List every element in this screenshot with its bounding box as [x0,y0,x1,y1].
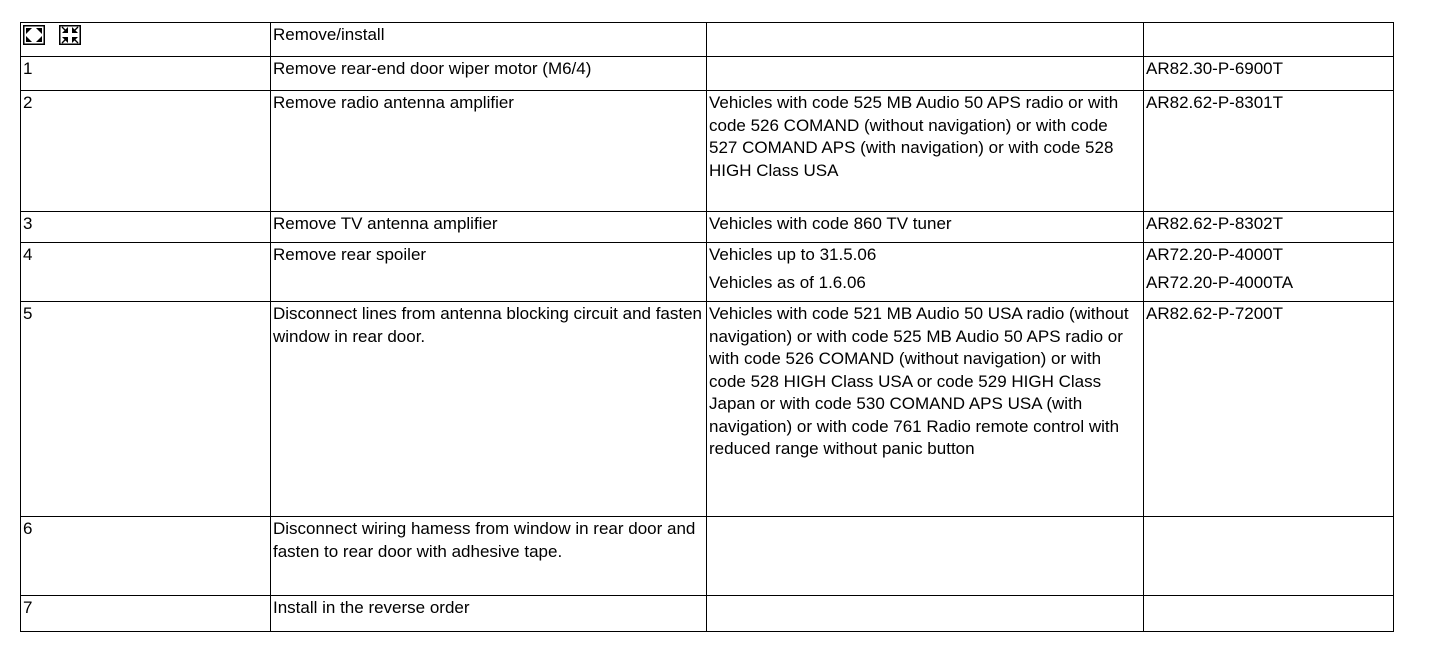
remove-install-table [20,22,1394,632]
procedure-sheet [20,22,1393,632]
header-empty-cell [1144,23,1394,57]
table-header-row [21,23,1394,57]
step-number: 5 [21,302,271,517]
step-note [707,517,1144,596]
header-empty-cell [707,23,1144,57]
step-action: Remove radio antenna amplifier [271,91,707,212]
table-row [21,91,1394,212]
expand-arrows-icon[interactable] [23,25,45,45]
step-note: Vehicles with code 525 MB Audio 50 APS radio or with code 526 COMAND (without navigation) or with code 527 COMAND APS (with navigation) or with code 528 HIGH Class USA [707,91,1144,212]
header-icons-cell [21,23,271,57]
step-number: 3 [21,212,271,243]
step-number: 1 [21,57,271,91]
step-reference-link[interactable]: AR72.20-P-4000T [1146,245,1284,264]
step-note: Vehicles up to 31.5.06 [709,245,877,264]
step-number: 2 [21,91,271,212]
step-action: Disconnect wiring hamess from window in rear door and fasten to rear door with adhesive tape. [271,517,707,596]
step-reference-link[interactable]: AR72.20-P-4000TA [1146,272,1294,292]
table-row [21,302,1394,517]
step-number: 6 [21,517,271,596]
step-action: Remove TV antenna amplifier [271,212,707,243]
step-note: Vehicles as of 1.6.06 [709,272,866,292]
step-reference-link [1144,596,1394,632]
step-number: 7 [21,596,271,632]
step-action: Install in the reverse order [271,596,707,632]
step-number: 4 [21,243,271,302]
step-reference-link[interactable]: AR82.62-P-8301T [1144,91,1394,212]
step-reference-link[interactable]: AR82.62-P-7200T [1144,302,1394,517]
header-title: Remove/install [271,23,707,57]
step-note [707,596,1144,632]
table-row [21,57,1394,91]
step-note: Vehicles with code 860 TV tuner [707,212,1144,243]
step-note: Vehicles with code 521 MB Audio 50 USA radio (without navigation) or with code 525 MB Audio 50 APS radio or with code 526 COMAND (without navigation) or with code 528 HIGH Class USA or code 529 HIGH Class Japan or with code 530 COMAND APS USA (with navigation) or with code 761 Radio remote control with reduced range without panic button [707,302,1144,517]
step-action: Disconnect lines from antenna blocking circuit and fasten window in rear door. [271,302,707,517]
step-reference-link [1144,517,1394,596]
step-reference-link[interactable]: AR82.62-P-8302T [1144,212,1394,243]
step-action: Remove rear spoiler [271,243,707,302]
step-action: Remove rear-end door wiper motor (M6/4) [271,57,707,91]
step-note [707,57,1144,91]
table-row [21,517,1394,596]
table-row [21,212,1394,243]
step-reference-link[interactable]: AR82.30-P-6900T [1144,57,1394,91]
collapse-arrows-icon[interactable] [59,25,81,45]
table-row [21,596,1394,632]
table-row [21,243,1394,302]
step-note-cell [707,243,1144,302]
step-reference-cell [1144,243,1394,302]
